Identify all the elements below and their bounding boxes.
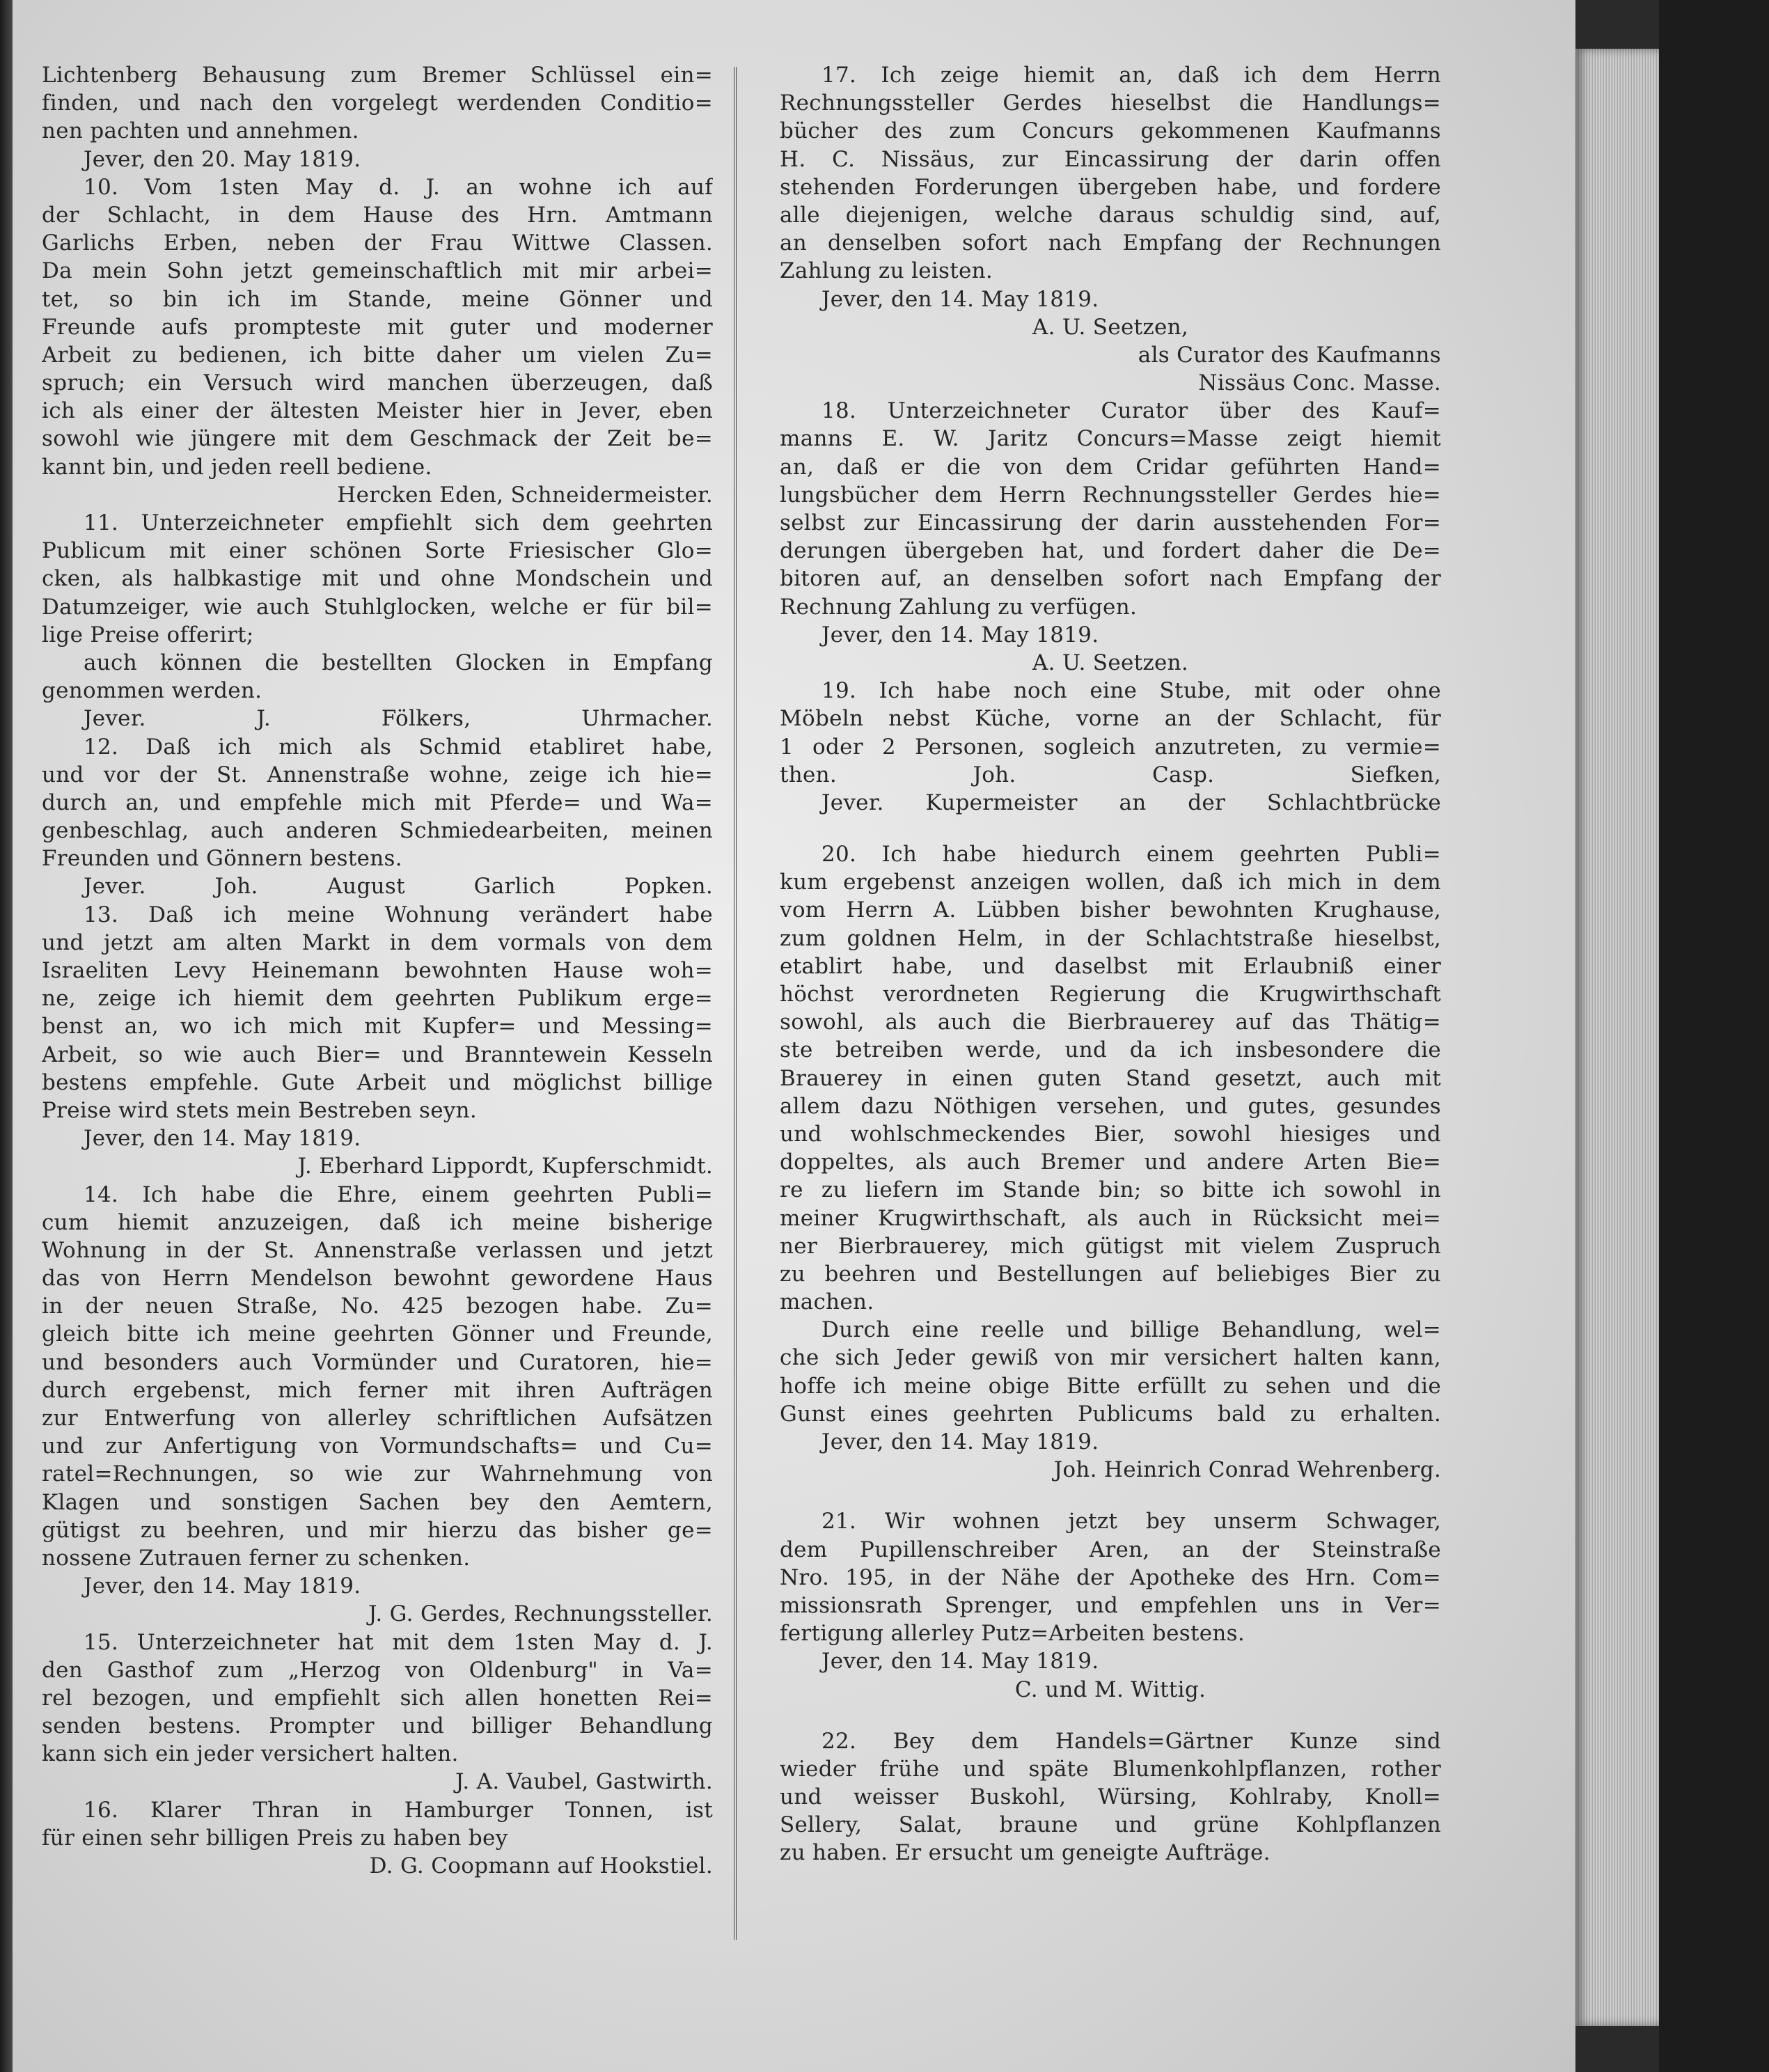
text-line: der Schlacht, in dem Hause des Hrn. Amtmann	[42, 202, 713, 228]
text-line: für einen sehr billigen Preis zu haben bey	[42, 1825, 508, 1851]
text-line: sowohl, als auch die Bierbrauerey auf das Thätig=	[780, 1010, 1441, 1035]
text-line: kum ergebenst anzeigen wollen, daß ich mich in dem	[780, 870, 1441, 895]
text-line: 15. Unterzeichneter hat mit dem 1sten May d. J.	[84, 1629, 713, 1655]
text-line: 21. Wir wohnen jetzt bey unserm Schwager,	[821, 1509, 1441, 1535]
text-line: cum hiemit anzuzeigen, daß ich meine bisherige	[42, 1209, 713, 1235]
text-line: und weisser Buskohl, Würsing, Kohlraby, Knoll=	[780, 1784, 1441, 1810]
scan-border-left	[0, 0, 13, 2072]
text-line: finden, und nach den vorgelegt werdenden Conditio=	[42, 91, 713, 116]
text-line: durch an, und empfehle mich mit Pferde= und Wa=	[42, 790, 713, 815]
text-line: sowohl wie jüngere mit dem Geschmack der Zeit be=	[42, 426, 713, 452]
text-line: then. Joh. Casp. Siefken,	[780, 762, 1441, 787]
text-line: Freunden und Gönnern bestens.	[42, 846, 402, 872]
text-line: H. C. Nissäus, zur Eincassirung der darin offen	[780, 146, 1441, 172]
text-line: Sellery, Salat, braune und grüne Kohlpflanzen	[780, 1812, 1441, 1838]
text-line: nen pachten und annehmen.	[42, 118, 359, 144]
text-line: höchst verordneten Regierung die Krugwirthschaft	[780, 982, 1441, 1007]
scan-border-right	[1659, 0, 1769, 2072]
text-line: re zu liefern im Stande bin; so bitte ich sowohl in	[780, 1177, 1441, 1203]
text-line: Jever, den 14. May 1819.	[84, 1573, 361, 1599]
text-line: fertigung allerley Putz=Arbeiten bestens.	[780, 1621, 1245, 1647]
text-line: Lichtenberg Behausung zum Bremer Schlüssel ein=	[42, 63, 713, 88]
text-line: tet, so bin ich im Stande, meine Gönner und	[42, 286, 713, 312]
text-line: allem dazu Nöthigen versehen, und gutes, gesundes	[780, 1093, 1441, 1119]
text-line: Datumzeiger, wie auch Stuhlglocken, welche er für bil=	[42, 594, 713, 620]
text-line: gleich bitte ich meine geehrten Gönner und Freunde,	[42, 1321, 713, 1347]
text-line: selbst zur Eincassirung der darin ausstehenden For=	[780, 510, 1441, 535]
text-line: ratel=Rechnungen, so wie zur Wahrnehmung von	[42, 1461, 713, 1487]
text-line: D. G. Coopmann auf Hookstiel.	[369, 1853, 713, 1878]
text-line: 14. Ich habe die Ehre, einem geehrten Publi=	[84, 1182, 713, 1207]
text-line: 20. Ich habe hiedurch einem geehrten Publi=	[821, 842, 1441, 868]
text-line: ste betreiben werde, und da ich insbesondere die	[780, 1037, 1441, 1063]
text-line: Klagen und sonstigen Sachen bey den Aemtern,	[42, 1489, 713, 1515]
text-line: benst an, wo ich mich mit Kupfer= und Messing=	[42, 1014, 713, 1039]
text-line: Nissäus Conc. Masse.	[1198, 370, 1441, 396]
text-line: 1 oder 2 Personen, sogleich anzutreten, zu vermie=	[780, 734, 1441, 760]
text-line: Zahlung zu leisten.	[780, 258, 993, 284]
text-line: rel bezogen, und empfiehlt sich allen honetten Rei=	[42, 1685, 713, 1711]
text-line: Arbeit zu bedienen, ich bitte daher um vielen Zu=	[42, 342, 713, 368]
text-line: genommen werden.	[42, 678, 262, 704]
text-line: machen.	[780, 1289, 874, 1315]
text-line: stehenden Forderungen übergeben habe, und fordere	[780, 174, 1441, 200]
text-line: J. G. Gerdes, Rechnungssteller.	[368, 1601, 713, 1627]
text-line: zu beehren und Bestellungen auf beliebiges Bier zu	[780, 1261, 1441, 1287]
text-line: cken, als halbkastige mit und ohne Mondschein und	[42, 566, 713, 592]
newspaper-page	[13, 0, 1575, 2072]
left-column	[42, 61, 713, 1880]
text-line: ner Bierbrauerey, mich gütigst mit vielem Zuspruch	[780, 1233, 1441, 1259]
text-line: dem Pupillenschreiber Aren, an der Steinstraße	[780, 1537, 1441, 1562]
text-line: Möbeln nebst Küche, vorne an der Schlacht, für	[780, 706, 1441, 732]
text-line: J. Eberhard Lippordt, Kupferschmidt.	[297, 1154, 713, 1179]
section-gap	[780, 1484, 1441, 1507]
text-line: und vor der St. Annenstraße wohne, zeige ich hie=	[42, 762, 713, 787]
text-line: manns E. W. Jaritz Concurs=Masse zeigt hiemit	[780, 426, 1441, 452]
right-column	[780, 61, 1441, 1867]
text-line: hoffe ich meine obige Bitte erfüllt zu sehen und die	[780, 1373, 1441, 1399]
text-line: che sich Jeder gewiß von mir versichert halten kann,	[780, 1345, 1441, 1371]
text-line: 18. Unterzeichneter Curator über des Kauf=	[821, 398, 1441, 424]
text-line: an denselben sofort nach Empfang der Rechnungen	[780, 230, 1441, 256]
text-line: wieder frühe und späte Blumenkohlpflanzen, rother	[780, 1756, 1441, 1782]
text-line: Garlichs Erben, neben der Frau Wittwe Classen.	[42, 230, 713, 256]
text-line: bestens empfehle. Gute Arbeit und möglichst billige	[42, 1069, 713, 1095]
text-line: spruch; ein Versuch wird manchen überzeugen, daß	[42, 370, 713, 396]
text-line: 10. Vom 1sten May d. J. an wohne ich auf	[84, 174, 713, 200]
text-line: Preise wird stets mein Bestreben seyn.	[42, 1097, 478, 1123]
text-line: senden bestens. Prompter und billiger Behandlung	[42, 1713, 713, 1739]
text-line: 16. Klarer Thran in Hamburger Tonnen, ist	[84, 1797, 713, 1823]
text-line: ich als einer der ältesten Meister hier in Jever, eben	[42, 398, 713, 424]
text-line: doppeltes, als auch Bremer und andere Arten Bie=	[780, 1149, 1441, 1175]
text-line: Jever, den 14. May 1819.	[821, 1649, 1099, 1674]
text-line: zum goldnen Helm, in der Schlachtstraße hieselbst,	[780, 925, 1441, 951]
text-line: als Curator des Kaufmanns	[1138, 342, 1441, 368]
text-line: A. U. Seetzen,	[1032, 314, 1189, 340]
text-line: 11. Unterzeichneter empfiehlt sich dem geehrten	[84, 510, 713, 535]
text-line: und jetzt am alten Markt in dem vormals von dem	[42, 929, 713, 955]
text-line: bitoren auf, an denselben sofort nach Empfang der	[780, 566, 1441, 592]
text-line: derungen übergeben hat, und fordert daher die De=	[780, 538, 1441, 564]
text-line: meiner Krugwirthschaft, als auch in Rücksicht mei=	[780, 1205, 1441, 1231]
text-line: Freunde aufs prompteste mit guter und moderner	[42, 314, 713, 340]
text-line: Rechnungssteller Gerdes hieselbst die Handlungs=	[780, 91, 1441, 116]
text-line: A. U. Seetzen.	[1032, 650, 1189, 675]
text-line: Gunst eines geehrten Publicums bald zu erhalten.	[780, 1401, 1441, 1427]
text-line: Wohnung in der St. Annenstraße verlassen und jetzt	[42, 1237, 713, 1263]
text-line: Hercken Eden, Schneidermeister.	[337, 482, 713, 508]
text-line: kann sich ein jeder versichert halten.	[42, 1741, 459, 1767]
text-line: Israeliten Levy Heinemann bewohnten Hause woh=	[42, 958, 713, 983]
text-line: Jever. Joh. August Garlich Popken.	[84, 874, 713, 900]
text-line: Jever, den 20. May 1819.	[84, 146, 361, 172]
text-line: ne, zeige ich hiemit dem geehrten Publikum erge=	[42, 986, 713, 1012]
text-line: Jever, den 14. May 1819.	[821, 622, 1099, 648]
text-line: in der neuen Straße, No. 425 bezogen habe. Zu=	[42, 1294, 713, 1319]
text-line: etablirt habe, und daselbst mit Erlaubniß einer	[780, 953, 1441, 979]
book-page-edges	[1575, 49, 1659, 2026]
text-line: Jever, den 14. May 1819.	[821, 286, 1099, 312]
text-line: kannt bin, und jeden reell bediene.	[42, 454, 432, 480]
text-line: durch ergebenst, mich ferner mit ihren Aufträgen	[42, 1377, 713, 1403]
text-line: gütigst zu beehren, und mir hierzu das bisher ge=	[42, 1517, 713, 1543]
text-line: 17. Ich zeige hiemit an, daß ich dem Herrn	[821, 63, 1441, 88]
text-line: alle diejenigen, welche daraus schuldig sind, auf,	[780, 202, 1441, 228]
text-line: zu haben. Er ersucht um geneigte Aufträge.	[780, 1840, 1271, 1866]
text-line: bücher des zum Concurs gekommenen Kaufmanns	[780, 118, 1441, 144]
text-line: missionsrath Sprenger, und empfehlen uns in Ver=	[780, 1592, 1441, 1618]
text-line: 13. Daß ich meine Wohnung verändert habe	[84, 902, 713, 927]
text-line: und besonders auch Vormünder und Curatoren, hie=	[42, 1349, 713, 1375]
text-line: C. und M. Wittig.	[1014, 1677, 1206, 1702]
text-line: J. A. Vaubel, Gastwirth.	[455, 1769, 713, 1795]
text-line: genbeschlag, auch anderen Schmiedearbeiten, meinen	[42, 818, 713, 844]
text-line: Durch eine reelle und billige Behandlung, wel=	[821, 1317, 1441, 1343]
text-line: und zur Anfertigung von Vormundschafts= und Cu=	[42, 1434, 713, 1459]
text-line: Jever. Kupermeister an der Schlachtbrücke	[821, 790, 1441, 815]
text-line: zur Entwerfung von allerley schriftlichen Aufsätzen	[42, 1406, 713, 1431]
section-gap	[780, 817, 1441, 840]
text-line: lungsbücher dem Herrn Rechnungssteller Gerdes hie=	[780, 482, 1441, 508]
text-line: lige Preise offerirt;	[42, 622, 254, 648]
text-line: das von Herrn Mendelson bewohnt gewordene Haus	[42, 1266, 713, 1292]
text-line: Publicum mit einer schönen Sorte Friesischer Glo=	[42, 538, 713, 564]
text-line: 19. Ich habe noch eine Stube, mit oder ohne	[821, 678, 1441, 704]
column-divider	[734, 67, 737, 1940]
text-line: den Gasthof zum „Herzog von Oldenburg" in Va=	[42, 1657, 713, 1683]
text-line: auch können die bestellten Glocken in Empfang	[84, 650, 713, 675]
text-line: nossene Zutrauen ferner zu schenken.	[42, 1545, 471, 1571]
text-line: Brauerey in einen guten Stand gesetzt, auch mit	[780, 1065, 1441, 1091]
text-line: und wohlschmeckendes Bier, sowohl hiesiges und	[780, 1121, 1441, 1147]
text-line: Rechnung Zahlung zu verfügen.	[780, 594, 1138, 620]
text-line: 22. Bey dem Handels=Gärtner Kunze sind	[821, 1728, 1441, 1754]
text-line: Jever. J. Fölkers, Uhrmacher.	[84, 706, 713, 732]
text-line: Joh. Heinrich Conrad Wehrenberg.	[1053, 1457, 1441, 1483]
text-line: 12. Daß ich mich als Schmid etabliret habe,	[84, 734, 713, 760]
section-gap	[780, 1704, 1441, 1727]
text-line: Jever, den 14. May 1819.	[821, 1429, 1099, 1454]
text-line: vom Herrn A. Lübben bisher bewohnten Krughause,	[780, 897, 1441, 923]
text-line: Da mein Sohn jetzt gemeinschaftlich mit mir arbei=	[42, 258, 713, 284]
text-line: Jever, den 14. May 1819.	[84, 1126, 361, 1152]
text-line: Nro. 195, in der Nähe der Apotheke des Hrn. Com=	[780, 1564, 1441, 1590]
text-line: an, daß er die von dem Cridar geführten Hand=	[780, 454, 1441, 480]
text-line: Arbeit, so wie auch Bier= und Branntewein Kesseln	[42, 1042, 713, 1067]
